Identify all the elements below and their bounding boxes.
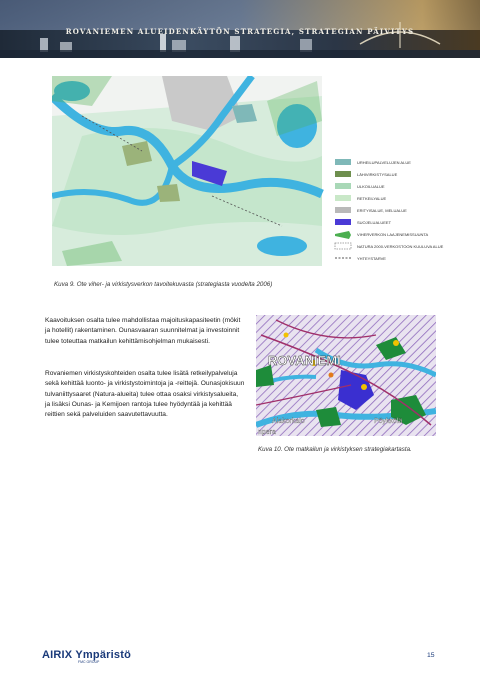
- legend-label: YHTEYSTARVE: [357, 256, 386, 261]
- figure-9-caption: Kuva 9. Ote viher- ja virkistysverkon tavoitekuvasta (strategiasta vuodelta 2006): [54, 281, 273, 288]
- map-place-label: npera: [258, 429, 276, 436]
- figure-10-caption: Kuva 10. Ote matkailun ja virkistyksen strategiakartasta.: [258, 446, 412, 453]
- header-banner: [0, 0, 480, 58]
- company-logo: [42, 649, 131, 664]
- logo-text: AIRIX Ympäristö: [42, 649, 131, 661]
- page-number: 15: [427, 652, 435, 659]
- map-legend: [335, 159, 444, 261]
- green-network-map: [52, 76, 447, 266]
- map-place-label: Pöykkölä: [374, 418, 403, 425]
- paragraph-tourism: Kaavoituksen osalta tulee mahdollistaa majoituskapasiteetin (mökit ja hotellit) rakentaminen. Ounasvaaran suunnitelmat ja investoinnit tulee toteuttaa matkailun kehittämisohjelman mukaisesti.: [45, 317, 241, 345]
- legend-label: ULKOILUALUE: [357, 184, 385, 189]
- legend-label: NATURA 2000-VERKOSTOON KUULUVA ALUE: [357, 244, 444, 249]
- map-city-label: ROVANIEMI: [268, 353, 341, 368]
- legend-label: URHEILUPALVELUJEN ALUE: [357, 160, 411, 165]
- logo-subtext: FMC GROUP: [78, 660, 100, 664]
- map-place-label: Alakorkalo: [272, 418, 305, 425]
- strategy-map: [256, 315, 436, 436]
- header-title: ROVANIEMEN ALUEIDENKÄYTÖN STRATEGIA, STRATEGIAN PÄIVITYS: [65, 27, 415, 36]
- legend-label: VIHERVERKON LAAJENEMISSUUNTA: [357, 232, 429, 237]
- legend-label: SUOJELUALUEET: [357, 220, 392, 225]
- legend-label: LÄHIVIRKISTYSALUE: [357, 172, 398, 177]
- legend-label: RETKEILYALUE: [357, 196, 387, 201]
- legend-label: ERITYISALUE, MELUALUE: [357, 208, 407, 213]
- paragraph-recreation: Rovaniemen virkistyskohteiden osalta tulee lisätä retkeilypalveluja sekä kehittää luonto- ja virkistystoimintoja ja -reittejä. Ounasjokisuun tulvaniittysaaret (Natura-alueita) tulee ottaa osaksi virkistysalueita, ja lisäksi Ounas- ja Kemijoen rantoja tulee hyödyntää ja kehittää reittien sekä palveluiden saavutettavuutta.: [45, 370, 245, 419]
